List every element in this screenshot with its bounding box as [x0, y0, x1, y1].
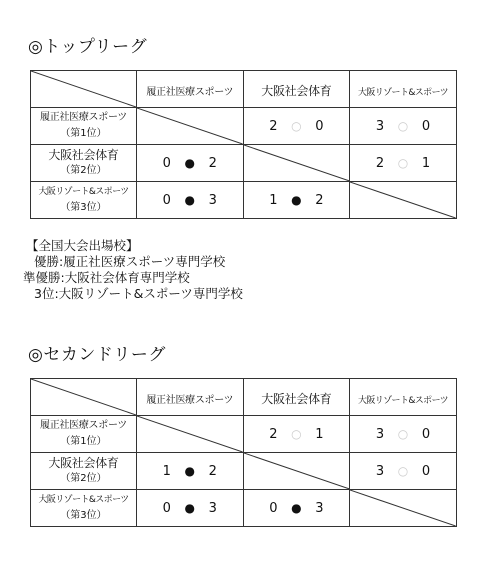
opponent-score: 2 — [315, 192, 324, 208]
opponent-score: 0 — [315, 118, 324, 134]
opponent-score: 0 — [421, 118, 431, 134]
loss-mark-icon: ● — [291, 500, 302, 515]
row-team-cell — [31, 182, 137, 219]
opponent-score: 1 — [421, 155, 431, 171]
self-match-cell — [350, 182, 457, 219]
score-cell — [350, 145, 457, 182]
opponent-score: 2 — [208, 463, 217, 479]
loss-mark-icon: ● — [184, 192, 196, 207]
row-team-name: 大阪リゾート&スポーツ — [38, 495, 129, 505]
row-team-rank: （第1位） — [60, 128, 107, 139]
own-score: 2 — [269, 118, 278, 134]
score-cell — [243, 490, 350, 527]
table-row — [31, 453, 457, 490]
own-score: 3 — [375, 463, 385, 479]
corner-cell — [31, 71, 137, 108]
own-score: 3 — [375, 426, 385, 442]
winner-line: 優勝:履正社医療スポーツ専門学校 — [34, 254, 226, 269]
table-row — [31, 145, 457, 182]
win-mark-icon: ○ — [397, 155, 409, 170]
header-team-cell — [137, 379, 244, 416]
loss-mark-icon: ● — [184, 155, 196, 170]
row-team-rank: （第3位） — [60, 510, 107, 521]
row-team-rank: （第2位） — [60, 165, 107, 176]
own-score: 2 — [375, 155, 385, 171]
loss-mark-icon: ● — [184, 500, 196, 515]
loss-mark-icon: ● — [184, 463, 196, 478]
row-team-cell — [31, 108, 137, 145]
opponent-score: 2 — [208, 155, 217, 171]
self-match-cell — [137, 108, 244, 145]
own-score: 2 — [269, 426, 278, 442]
header-team-name: 履正社医療スポーツ — [146, 394, 234, 406]
row-team-cell — [31, 453, 137, 490]
header-team-cell — [137, 71, 244, 108]
own-score: 1 — [269, 192, 278, 208]
row-team-cell — [31, 145, 137, 182]
row-team-rank: （第2位） — [60, 473, 107, 484]
top-league-table — [30, 70, 457, 219]
win-mark-icon: ○ — [291, 118, 302, 133]
own-score: 3 — [375, 118, 385, 134]
row-team-name: 大阪リゾート&スポーツ — [38, 187, 129, 197]
win-mark-icon: ○ — [397, 463, 409, 478]
second-league-title: ◎セカンドリーグ — [28, 345, 166, 365]
header-team-name: 大阪リゾート&スポーツ — [357, 87, 449, 98]
top-league-title: ◎トップリーグ — [28, 37, 148, 57]
opponent-score: 1 — [315, 426, 324, 442]
header-row — [31, 71, 457, 108]
second-league-table — [30, 378, 457, 527]
national-qualifiers — [23, 238, 243, 302]
row-team-name: 履正社医療スポーツ — [40, 112, 127, 123]
table-row — [31, 490, 457, 527]
table-row — [31, 416, 457, 453]
opponent-score: 3 — [208, 192, 217, 208]
header-team-cell — [243, 379, 350, 416]
own-score: 0 — [269, 500, 278, 516]
header-team-cell — [243, 71, 350, 108]
qualifiers-heading: 【全国大会出場校】 — [26, 238, 139, 253]
header-row — [31, 379, 457, 416]
score-cell — [350, 416, 457, 453]
score-cell — [137, 182, 244, 219]
win-mark-icon: ○ — [397, 426, 409, 441]
row-team-cell — [31, 416, 137, 453]
opponent-score: 0 — [421, 426, 431, 442]
win-mark-icon: ○ — [291, 426, 302, 441]
row-team-rank: （第1位） — [60, 436, 107, 447]
score-cell — [243, 182, 350, 219]
loss-mark-icon: ● — [291, 192, 302, 207]
score-cell — [137, 145, 244, 182]
self-match-cell — [243, 453, 350, 490]
opponent-score: 3 — [315, 500, 324, 516]
own-score: 0 — [162, 500, 171, 516]
score-cell — [137, 453, 244, 490]
header-team-name: 大阪社会体育 — [261, 83, 332, 98]
score-cell — [137, 490, 244, 527]
header-team-name: 大阪社会体育 — [261, 391, 332, 406]
row-team-name: 大阪社会体育 — [48, 456, 119, 470]
header-team-cell — [350, 71, 457, 108]
self-match-cell — [137, 416, 244, 453]
table-row — [31, 108, 457, 145]
opponent-score: 3 — [208, 500, 217, 516]
table-row — [31, 182, 457, 219]
row-team-rank: （第3位） — [60, 202, 107, 213]
row-team-name: 大阪社会体育 — [48, 148, 119, 162]
third-place-line: 3位:大阪リゾート&スポーツ専門学校 — [34, 286, 243, 301]
score-cell — [350, 108, 457, 145]
self-match-cell — [243, 145, 350, 182]
row-team-name: 履正社医療スポーツ — [40, 420, 127, 431]
corner-cell — [31, 379, 137, 416]
win-mark-icon: ○ — [397, 118, 409, 133]
opponent-score: 0 — [421, 463, 431, 479]
score-cell — [350, 453, 457, 490]
score-cell — [243, 416, 350, 453]
runner-up-line: 準優勝:大阪社会体育専門学校 — [23, 270, 190, 285]
header-team-cell — [350, 379, 457, 416]
own-score: 0 — [162, 155, 171, 171]
score-cell — [243, 108, 350, 145]
own-score: 1 — [162, 463, 171, 479]
own-score: 0 — [162, 192, 171, 208]
self-match-cell — [350, 490, 457, 527]
row-team-cell — [31, 490, 137, 527]
header-team-name: 大阪リゾート&スポーツ — [357, 395, 449, 406]
header-team-name: 履正社医療スポーツ — [146, 86, 234, 98]
